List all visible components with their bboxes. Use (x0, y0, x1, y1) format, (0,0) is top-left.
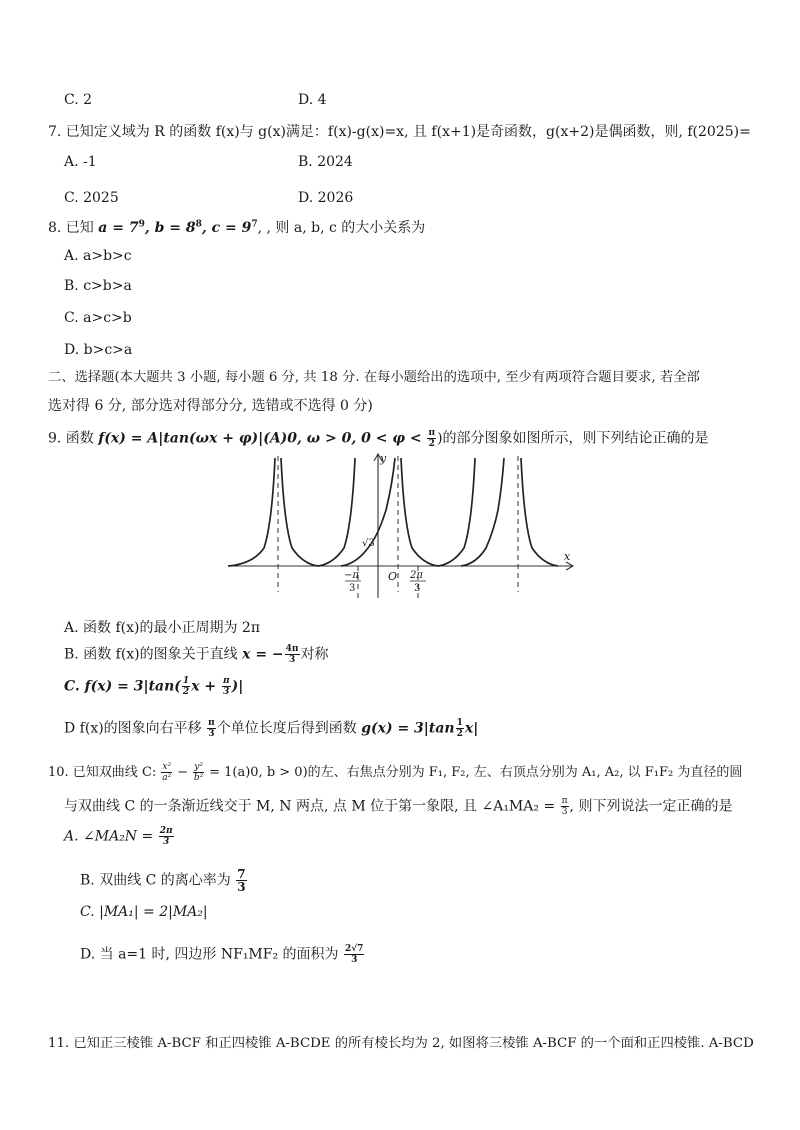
q10-option-a-fraction (159, 826, 174, 847)
q10-option-a-prefix: A. ∠MA₂N = (64, 828, 158, 845)
q9-option-d-func: g(x) = 3|tan (361, 720, 455, 737)
q7-option-b: B. 2024 (298, 154, 353, 170)
q10-x2: x² (162, 762, 172, 772)
q9-option-d-end: x| (464, 720, 479, 737)
curve-branch-1 (281, 458, 355, 566)
curve-branch-2 (401, 458, 475, 566)
section-2-heading: 二、选择题(本大题共 3 小题, 每小题 6 分, 共 18 分. 在每小题给出的选项中, 至少有两项符合题目要求, 若全部 (48, 370, 700, 385)
q9-option-c-d1: 2 (182, 687, 190, 697)
curve-branch-0 (228, 458, 275, 566)
q9-option-d-mid: 个单位长度后得到函数 (216, 720, 362, 737)
q9-option-c-frac2 (222, 676, 231, 697)
curve-central (341, 458, 395, 566)
q7-stem: 7. 已知定义域为 R 的函数 f(x)与 g(x)满足：f(x)-g(x)=x, 且 f(x+1)是奇函数，g(x+2)是偶函数，则, f(2025)= (48, 124, 751, 140)
q8-option-d: D. b>c>a (64, 342, 133, 358)
q9-option-c-d2: 3 (223, 687, 230, 697)
q10-a2: a² (162, 773, 172, 783)
q8-stem-suffix: , , 则 a, b, c 的大小关系为 (257, 220, 426, 236)
q9-phi-bound-den: 2 (428, 439, 435, 449)
q9-stem (48, 428, 709, 449)
q10-option-d-prefix: D. 当 a=1 时, 四边形 NF₁MF₂ 的面积为 (80, 946, 343, 963)
q10-line1-prefix: 10. 已知双曲线 C: (48, 765, 161, 780)
q10-minus: − (173, 765, 193, 780)
q10-angle-num: π (561, 796, 568, 806)
q9-option-c-suffix: )| (231, 678, 244, 695)
q10-option-d-fraction (344, 944, 364, 965)
q9-option-d-den: 3 (208, 729, 215, 739)
q10-stem-line2 (64, 796, 732, 817)
q7-option-a: A. -1 (64, 154, 97, 170)
q9-option-b-suffix: 对称 (300, 646, 329, 663)
q9-option-d-prefix: D f(x)的图象向右平移 (64, 720, 207, 737)
q9-option-d (64, 718, 478, 739)
graph-y-label: y (380, 452, 387, 465)
q9-stem-prefix: 9. 函数 (48, 430, 99, 447)
q9-option-d-fraction (207, 718, 216, 739)
q10-angle-den: 3 (561, 807, 568, 817)
q9-option-c (64, 676, 243, 697)
q8-b-value: , b = 8 (144, 220, 196, 236)
q9-option-d-fd: 2 (456, 729, 463, 739)
q10-option-b-den: 3 (237, 880, 246, 894)
q10-x-fraction (161, 762, 172, 783)
q10-b2: b² (193, 773, 204, 783)
q9-stem-suffix: )的部分图象如图所示，则下列结论正确的是 (437, 430, 709, 447)
curve-branch-1b (301, 458, 338, 566)
q7-option-c: C. 2025 (64, 190, 119, 206)
q9-option-c-mid: x + (191, 678, 222, 695)
q10-option-a (64, 826, 175, 847)
q9-option-c-prefix: C. f(x) = 3|tan( (64, 678, 181, 695)
q10-line1-suffix: = 1(a)0, b > 0)的左、右焦点分别为 F₁, F₂, 左、右顶点分别为 A₁, A₂, 以 F₁F₂ 为直径的圆 (204, 765, 743, 780)
q10-option-a-den: 3 (162, 837, 170, 847)
q9-option-c-n2: π (223, 676, 230, 686)
q6-option-d: D. 4 (298, 92, 327, 108)
q9-phi-bound-num: π (428, 428, 436, 438)
q9-option-d-func-fraction (456, 718, 464, 739)
q10-option-a-num: 2π (159, 826, 173, 836)
q10-stem-line1 (48, 762, 742, 783)
q9-phi-bound-fraction (427, 428, 436, 449)
q8-c-exponent: 7 (251, 219, 258, 230)
curve-branch-4 (521, 458, 558, 566)
q9-option-d-fn: 1 (456, 718, 463, 728)
q9-option-b-prefix: B. 函数 f(x)的图象关于直线 (64, 646, 243, 663)
q10-y-fraction (193, 762, 204, 783)
q10-option-b-fraction (236, 868, 246, 893)
q10-option-b-prefix: B. 双曲线 C 的离心率为 (80, 872, 236, 889)
q8-stem-prefix: 8. 已知 (48, 220, 99, 236)
graph-sqrt3-label: √3 (362, 538, 375, 549)
graph-x-label: x (564, 550, 571, 563)
q9-option-d-num: π (208, 718, 215, 728)
q9-option-b-fraction (285, 644, 300, 665)
q9-option-c-n1: 1 (182, 676, 190, 686)
q11-stem: 11. 已知正三棱锥 A-BCF 和正四棱锥 A-BCDE 的所有棱长均为 2, 如图将三棱锥 A-BCF 的一个面和正四棱锥. A-BCD (48, 1036, 754, 1051)
q10-line2-suffix: , 则下列说法一定正确的是 (569, 798, 733, 815)
q10-option-b (80, 868, 248, 893)
q8-stem (48, 218, 425, 238)
q9-function-graph (228, 450, 578, 600)
graph-origin-label: O (388, 570, 398, 583)
graph-2pi-label: 2π (410, 570, 423, 581)
q9-option-b (64, 644, 329, 665)
graph-neg-pi-den: 3 (349, 583, 356, 594)
curve-branch-3 (481, 458, 518, 566)
q8-c-value: , c = 9 (201, 220, 252, 236)
q10-option-c: C. |MA₁| = 2|MA₂| (80, 904, 208, 920)
q9-option-b-eq: x = − (242, 646, 284, 663)
q6-option-c: C. 2 (64, 92, 93, 108)
q10-line2-prefix: 与双曲线 C 的一条渐近线交于 M, N 两点, 点 M 位于第一象限, 且 ∠A₁MA₂ = (64, 798, 560, 815)
q8-b-exponent: 8 (195, 219, 202, 230)
q10-y2: y² (194, 762, 203, 772)
graph-neg-pi-label: −π (344, 570, 359, 581)
q8-option-a: A. a>b>c (64, 248, 132, 264)
q9-function: f(x) = A|tan(ωx + φ)|(A)0, ω > 0, 0 < φ < (98, 430, 427, 447)
graph-2pi-den: 3 (414, 583, 421, 594)
q10-option-d-num: 2√7 (345, 944, 364, 954)
q9-option-b-den: 3 (288, 655, 296, 665)
q10-angle-fraction (561, 796, 569, 817)
q10-option-b-num: 7 (237, 867, 246, 881)
q8-a-exponent: 9 (138, 219, 145, 230)
q10-option-d-den: 3 (351, 955, 358, 965)
q8-a-value: a = 7 (98, 220, 139, 236)
q9-option-a: A. 函数 f(x)的最小正周期为 2π (64, 620, 261, 636)
q7-option-d: D. 2026 (298, 190, 354, 206)
q9-option-c-frac1 (182, 676, 190, 697)
q10-option-d (80, 944, 365, 965)
section-2-instructions: 选对得 6 分, 部分选对得部分分, 选错或不选得 0 分) (48, 398, 373, 414)
q9-option-b-num: 4π (285, 644, 299, 654)
q8-option-b: B. c>b>a (64, 278, 132, 294)
q8-option-c: C. a>c>b (64, 310, 132, 326)
